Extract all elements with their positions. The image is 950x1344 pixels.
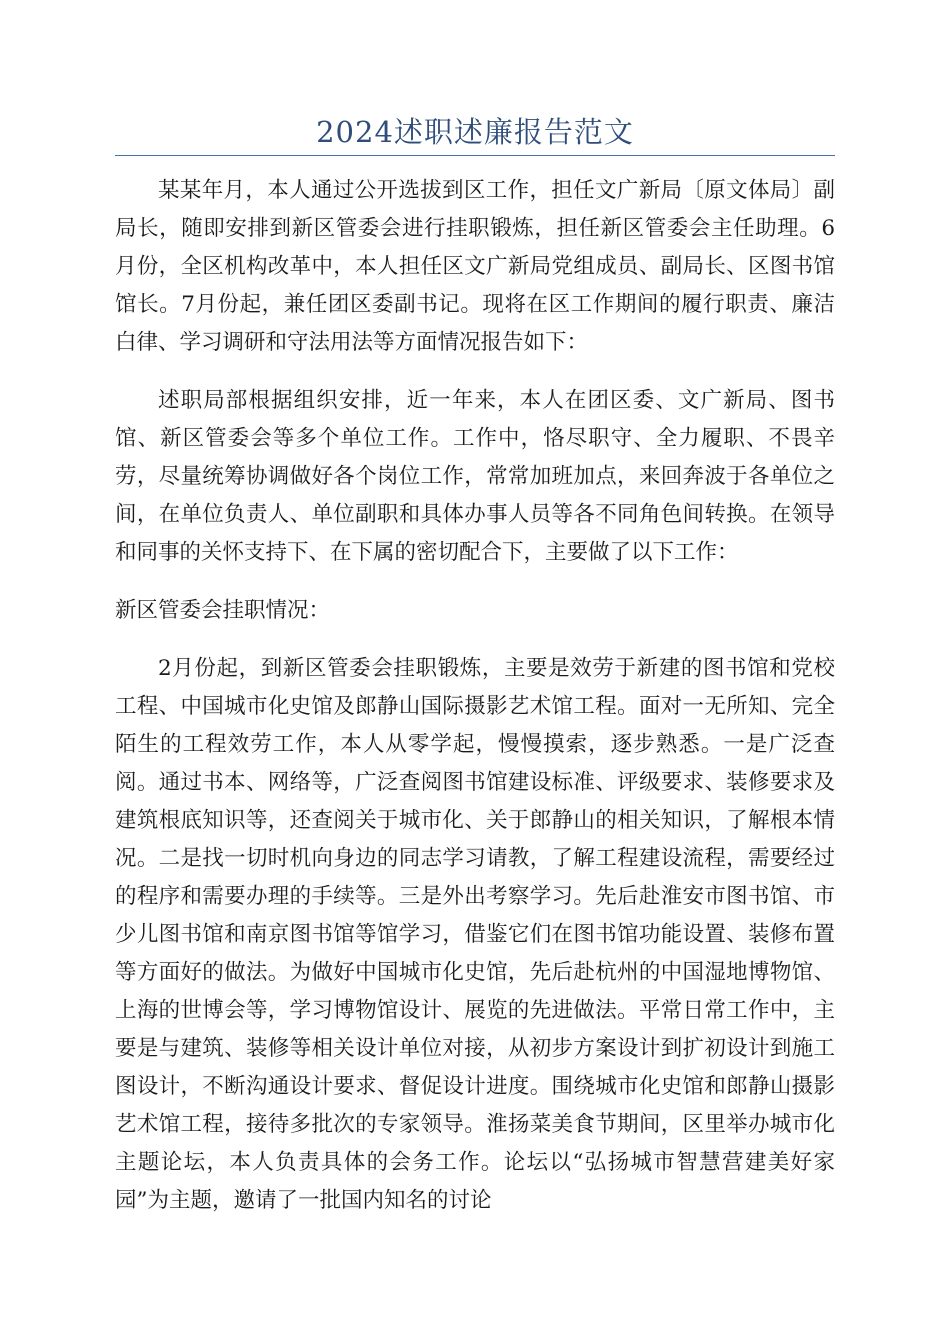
paragraph-work-summary: 述职局部根据组织安排，近一年来，本人在团区委、文广新局、图书馆、新区管委会等多个单位工作。工作中，恪尽职守、全力履职、不畏辛劳，尽量统筹协调做好各个岗位工作，常常加班加点，来回奔波于各单位之间，在单位负责人、单位副职和具体办事人员等各不同角色间转换。在领导和同事的关怀支持下、在下属的密切配合下，主要做了以下工作：: [115, 388, 835, 565]
document-body: [115, 172, 835, 1240]
title-underline: [115, 155, 835, 156]
paragraph-secondment: 2月份起，到新区管委会挂职锻炼，主要是效劳于新建的图书馆和党校工程、中国城市化史馆及郎静山国际摄影艺术馆工程。面对一无所知、完全陌生的工程效劳工作，本人从零学起，慢慢摸索，逐步熟悉。一是广泛查阅。通过书本、网络等，广泛查阅图书馆建设标准、评级要求、装修要求及建筑根底知识等，还查阅关于城市化、关于郎静山的相关知识，了解根本情况。二是找一切时机向身边的同志学习请教，了解工程建设流程，需要经过的程序和需要办理的手续等。三是外出考察学习。先后赴淮安市图书馆、市少儿图书馆和南京图书馆等馆学习，借鉴它们在图书馆功能设置、装修布置等方面好的做法。为做好中国城市化史馆，先后赴杭州的中国湿地博物馆、上海的世博会等，学习博物馆设计、展览的先进做法。平常日常工作中，主要是与建筑、装修等相关设计单位对接，从初步方案设计到扩初设计到施工图设计，不断沟通设计要求、督促设计进度。围绕城市化史馆和郎静山摄影艺术馆工程，接待多批次的专家领导。淮扬菜美食节期间，区里举办城市化主题论坛，本人负责具体的会务工作。论坛以“弘扬城市智慧营建美好家园”为主题，邀请了一批国内知名的讨论: [115, 656, 835, 1213]
document-title: 2024述职述廉报告范文: [316, 115, 634, 149]
paragraph-intro: 某某年月，本人通过公开选拔到区工作，担任文广新局〔原文体局〕副局长，随即安排到新区管委会进行挂职锻炼，担任新区管委会主任助理。6月份，全区机构改革中，本人担任区文广新局党组成员、副局长、区图书馆馆长。7月份起，兼任团区委副书记。现将在区工作期间的履行职责、廉洁白律、学习调研和守法用法等方面情况报告如下：: [115, 178, 835, 355]
section-heading: 新区管委会挂职情况：: [115, 598, 331, 623]
